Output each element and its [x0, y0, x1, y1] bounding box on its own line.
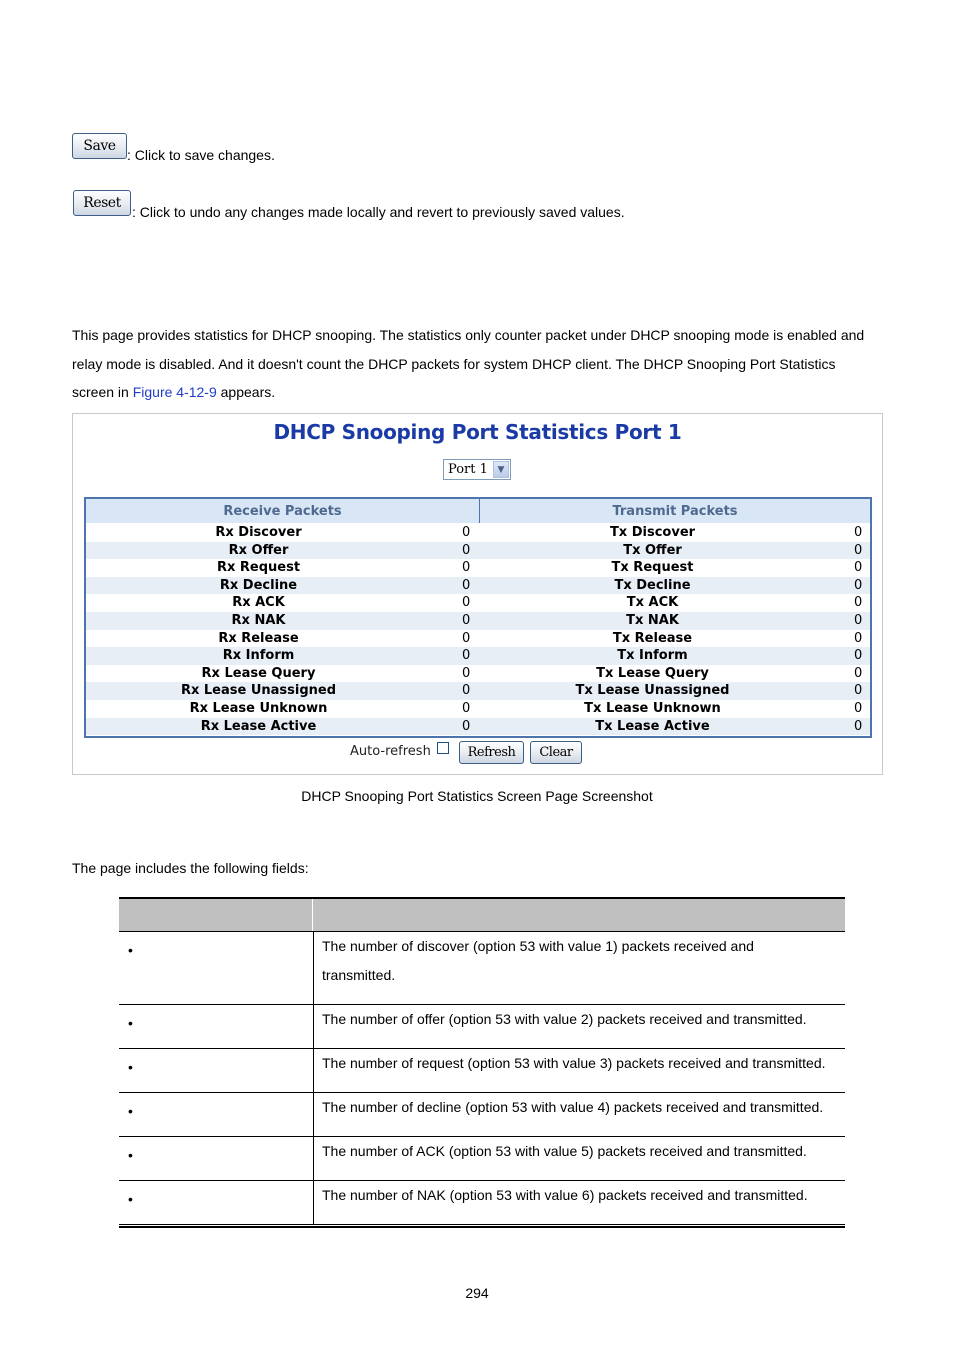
table-bottom-rule	[119, 1226, 845, 1228]
fields-table	[119, 897, 845, 1228]
port-select[interactable]	[443, 459, 511, 480]
table-row	[86, 630, 870, 648]
clear-button[interactable]: Clear	[530, 741, 582, 764]
table-row	[86, 718, 870, 736]
intro-line-3-prefix: screen in	[72, 384, 133, 400]
stats-table	[84, 497, 872, 738]
header-divider	[312, 899, 313, 931]
field-name-cell	[119, 1093, 314, 1136]
intro-line-1: This page provides statistics for DHCP snooping. The statistics only counter packet under DHCP snooping mode is enabled and	[72, 327, 865, 343]
tx-label: Tx Decline	[614, 577, 691, 593]
rx-value: 0	[462, 683, 471, 699]
tx-label: Tx Release	[612, 630, 693, 646]
intro-paragraph	[72, 321, 892, 407]
field-description	[322, 932, 845, 990]
table-row	[86, 612, 870, 630]
rx-value: 0	[462, 577, 471, 593]
rx-label: Rx Request	[216, 560, 301, 576]
tx-value: 0	[854, 683, 863, 699]
description-line: The number of discover (option 53 with value 1) packets received and	[322, 938, 754, 954]
rx-value: 0	[462, 595, 471, 611]
table-row	[119, 932, 845, 1005]
rx-label: Rx ACK	[232, 595, 285, 611]
table-row	[86, 665, 870, 683]
figure-link[interactable]: Figure 4-12-9	[132, 384, 217, 400]
table-header	[119, 899, 845, 932]
table-row	[119, 1093, 845, 1137]
rx-value: 0	[462, 718, 471, 734]
auto-refresh-checkbox[interactable]	[437, 742, 449, 754]
field-description	[322, 1137, 845, 1166]
rx-label: Rx Inform	[222, 648, 295, 664]
tx-value: 0	[854, 630, 863, 646]
field-description	[322, 1093, 845, 1122]
tx-label: Tx Offer	[623, 542, 682, 558]
rx-value: 0	[462, 648, 471, 664]
tx-label: Tx Lease Unassigned	[575, 683, 730, 699]
tx-value: 0	[854, 560, 863, 576]
tx-value: 0	[854, 525, 863, 540]
tx-value: 0	[854, 648, 863, 664]
bullet: •	[128, 1015, 133, 1031]
table-row	[86, 524, 870, 542]
rx-label: Rx Offer	[228, 542, 289, 558]
rx-value: 0	[462, 525, 471, 540]
table-row	[86, 542, 870, 560]
tx-label: Tx Discover	[609, 525, 696, 540]
table-row	[86, 700, 870, 718]
tx-value: 0	[854, 612, 863, 628]
field-name-cell	[119, 1049, 314, 1092]
save-button[interactable]: Save	[72, 133, 127, 159]
tx-label: Tx Lease Unknown	[584, 700, 721, 716]
field-name-cell	[119, 1181, 314, 1224]
description-line: The number of NAK (option 53 with value 6) packets received and transmitted.	[322, 1187, 808, 1203]
bullet: •	[128, 1191, 133, 1207]
bullet: •	[128, 1103, 133, 1119]
bullet: •	[128, 942, 133, 958]
tx-value: 0	[854, 700, 863, 716]
tx-label: Tx Lease Query	[596, 665, 709, 681]
tx-label: Tx Inform	[617, 648, 688, 664]
rx-label: Rx Lease Unknown	[189, 700, 328, 716]
field-description	[322, 1049, 845, 1078]
tx-value: 0	[854, 595, 863, 611]
rx-label: Rx Decline	[219, 577, 298, 593]
rx-label: Rx Lease Query	[201, 665, 316, 681]
tx-value: 0	[854, 577, 863, 593]
intro-line-3-suffix: appears.	[216, 384, 276, 400]
tx-label: Tx NAK	[626, 612, 679, 628]
stats-body	[86, 524, 870, 735]
field-name-cell	[119, 1137, 314, 1180]
reset-description: : Click to undo any changes made locally and revert to previously saved values.	[132, 204, 625, 220]
field-description	[322, 1005, 845, 1034]
table-row	[119, 1137, 845, 1181]
tx-value: 0	[854, 542, 863, 558]
rx-value: 0	[462, 542, 471, 558]
description-line: The number of request (option 53 with value 3) packets received and transmitted.	[322, 1055, 826, 1071]
auto-refresh-label: Auto-refresh	[350, 744, 431, 759]
rx-label: Rx Release	[218, 630, 299, 646]
rx-label: Rx NAK	[231, 612, 286, 628]
description-line: transmitted.	[322, 967, 396, 983]
field-name-cell	[119, 932, 314, 1004]
description-line: The number of ACK (option 53 with value 5) packets received and transmitted.	[322, 1143, 807, 1159]
field-description	[322, 1181, 845, 1210]
rx-value: 0	[462, 612, 471, 628]
tx-value: 0	[854, 665, 863, 681]
intro-line-3	[72, 378, 892, 407]
transmit-packets-header: Transmit Packets	[480, 499, 870, 523]
receive-packets-header: Receive Packets	[86, 499, 480, 523]
rx-value: 0	[462, 630, 471, 646]
table-row	[119, 1181, 845, 1225]
table-row	[86, 577, 870, 595]
field-name-cell	[119, 1005, 314, 1048]
table-row	[86, 647, 870, 665]
description-line: The number of decline (option 53 with value 4) packets received and transmitted.	[322, 1099, 824, 1115]
figure-caption: DHCP Snooping Port Statistics Screen Page Screenshot	[301, 788, 653, 804]
save-description: : Click to save changes.	[127, 147, 275, 163]
port-select-value: Port 1	[448, 462, 488, 477]
page-number: 294	[465, 1285, 489, 1301]
rx-label: Rx Lease Active	[200, 718, 317, 734]
chevron-down-icon[interactable]: ▼	[493, 461, 509, 478]
screenshot-frame	[72, 413, 883, 775]
refresh-button[interactable]: Refresh	[459, 741, 524, 764]
bullet: •	[128, 1147, 133, 1163]
tx-label: Tx ACK	[626, 595, 679, 611]
rx-value: 0	[462, 700, 471, 716]
table-row	[86, 594, 870, 612]
intro-line-2: relay mode is disabled. And it doesn't count the DHCP packets for system DHCP client. The DHCP Snooping Port Statistics	[72, 355, 836, 372]
table-row	[119, 1049, 845, 1093]
fields-intro: The page includes the following fields:	[72, 860, 309, 876]
rx-label: Rx Discover	[215, 525, 302, 540]
table-row	[86, 559, 870, 577]
rx-value: 0	[462, 665, 471, 681]
table-row	[86, 682, 870, 700]
description-line: The number of offer (option 53 with value 2) packets received and transmitted.	[322, 1011, 807, 1027]
page-title: DHCP Snooping Port Statistics Port 1	[273, 420, 682, 444]
table-row	[119, 1005, 845, 1049]
bullet: •	[128, 1059, 133, 1075]
rx-value: 0	[462, 560, 471, 576]
tx-value: 0	[854, 718, 863, 734]
rx-label: Rx Lease Unassigned	[180, 683, 337, 699]
tx-label: Tx Lease Active	[595, 718, 710, 734]
reset-button[interactable]: Reset	[73, 190, 131, 216]
tx-label: Tx Request	[611, 560, 694, 576]
